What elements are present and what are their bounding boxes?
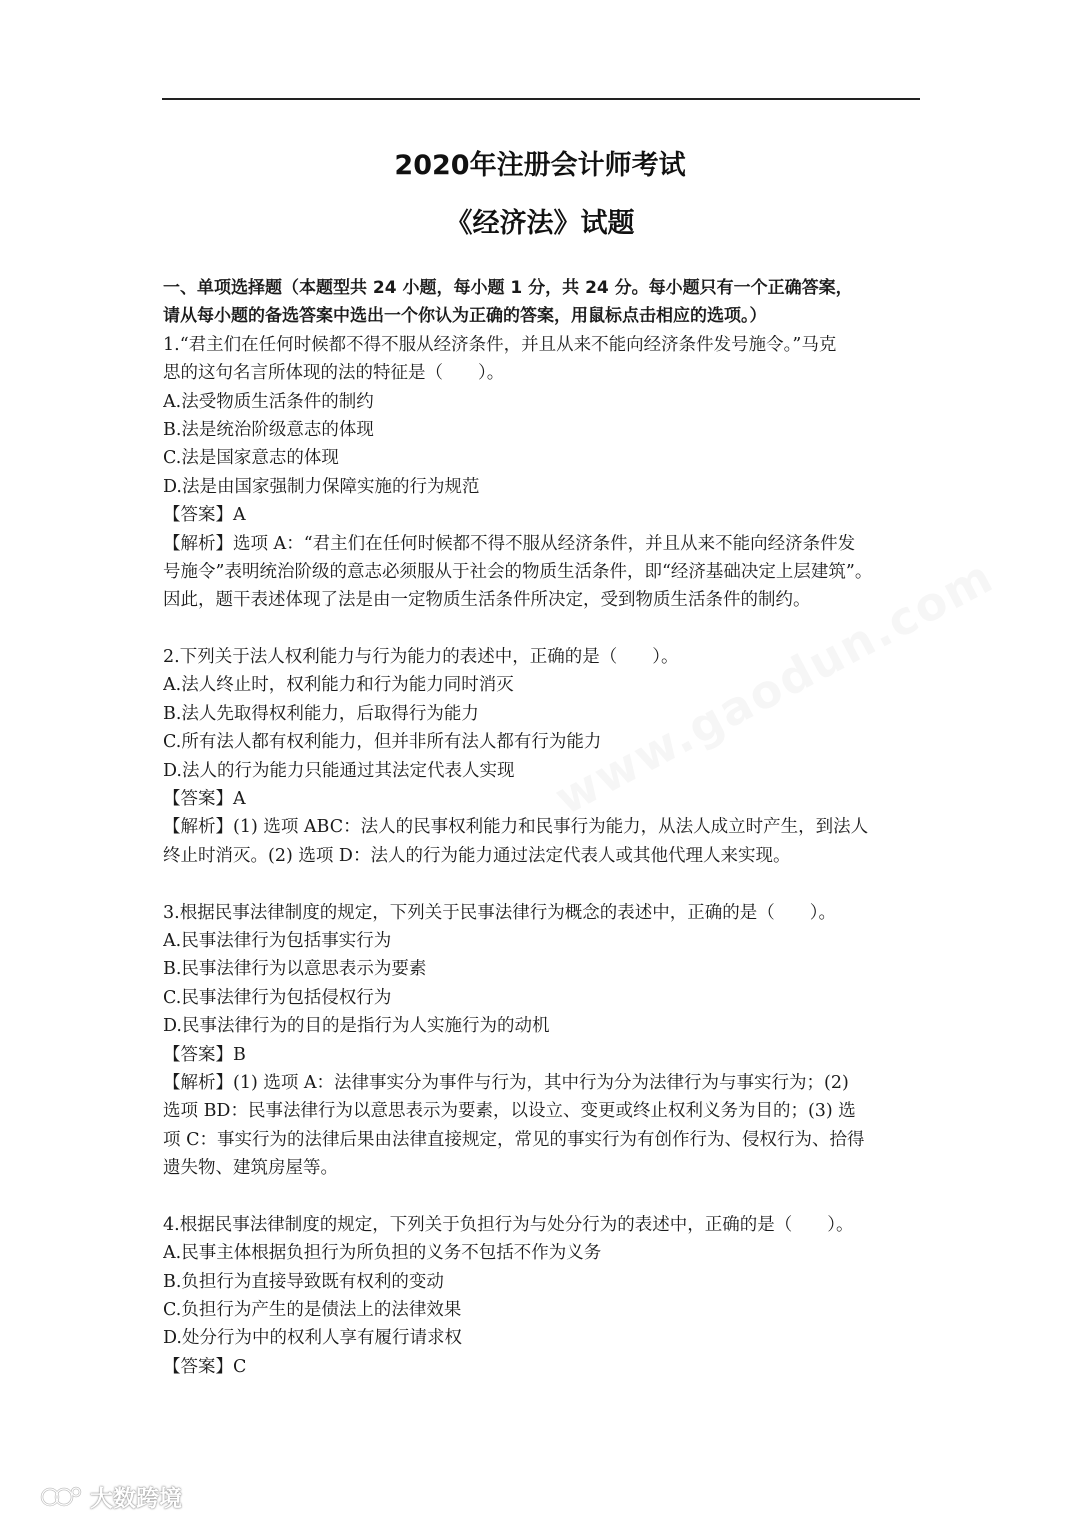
option-d: D.民事法律行为的目的是指行为人实施行为的动机 — [163, 1016, 550, 1037]
analysis-line: 【解析】(1) 选项 ABC：法人的民事权利能力和民事行为能力，从法人成立时产生，到法人 — [163, 817, 869, 838]
option-c: C.法是国家意志的体现 — [163, 448, 339, 469]
analysis-line: 选项 BD：民事法律行为以意思表示为要素，以设立、变更或终止权利义务为目的；(3) 选 — [163, 1101, 856, 1122]
question-stem: 2.下列关于法人权利能力与行为能力的表述中，正确的是（ ）。 — [163, 647, 679, 668]
option-c: C.民事法律行为包括侵权行为 — [163, 987, 392, 1008]
analysis-line: 项 C：事实行为的法律后果由法律直接规定，常见的事实行为有创作行为、侵权行为、拾得 — [163, 1129, 865, 1150]
option-a: A.法人终止时，权利能力和行为能力同时消灭 — [163, 675, 514, 696]
option-d: D.处分行为中的权利人享有履行请求权 — [163, 1328, 462, 1349]
question-1 — [163, 331, 923, 615]
logo — [40, 1480, 182, 1513]
option-b: B.法人先取得权利能力，后取得行为能力 — [163, 703, 479, 724]
analysis-line: 终止时消灭。(2) 选项 D：法人的行为能力通过法定代表人或其他代理人来实现。 — [163, 845, 791, 866]
top-rule — [162, 98, 920, 100]
section-header-line: 请从每小题的备选答案中选出一个你认为正确的答案，用鼠标点击相应的选项。） — [163, 306, 767, 327]
answer: 【答案】A — [163, 789, 246, 810]
question-2 — [163, 643, 923, 870]
document-subtitle: 《经济法》试题 — [445, 208, 635, 239]
question-4 — [163, 1211, 923, 1381]
option-d: D.法是由国家强制力保障实施的行为规范 — [163, 476, 480, 497]
logo-text: 大数跨境 — [90, 1486, 182, 1512]
question-3 — [163, 899, 923, 1183]
analysis-line: 【解析】(1) 选项 A：法律事实分为事件与行为，其中行为分为法律行为与事实行为；(2) — [163, 1072, 849, 1093]
answer: 【答案】C — [163, 1356, 247, 1377]
question-stem: 1.“君主们在任何时候都不得不服从经济条件，并且从来不能向经济条件发号施令。”马克 — [163, 334, 837, 355]
analysis-line: 号施令”表明统治阶级的意志必须服从于社会的物质生活条件，即“经济基础决定上层建筑”。 — [163, 561, 873, 582]
option-b: B.法是统治阶级意志的体现 — [163, 419, 374, 440]
option-c: C.负担行为产生的是债法上的法律效果 — [163, 1300, 462, 1321]
analysis-line: 遗失物、建筑房屋等。 — [163, 1158, 338, 1179]
document-title: 2020年注册会计师考试 — [394, 150, 686, 181]
option-b: B.负担行为直接导致既有权利的变动 — [163, 1271, 444, 1292]
option-a: A.民事法律行为包括事实行为 — [163, 930, 392, 951]
logo-icon — [40, 1484, 84, 1510]
section-header-line: 一、单项选择题（本题型共 24 小题，每小题 1 分，共 24 分。每小题只有一个正确答案， — [163, 278, 853, 298]
analysis-line: 【解析】选项 A：“君主们在任何时候都不得不服从经济条件，并且从来不能向经济条件发 — [163, 533, 856, 554]
section-header — [163, 274, 923, 331]
option-d: D.法人的行为能力只能通过其法定代表人实现 — [163, 760, 515, 781]
answer: 【答案】A — [163, 505, 246, 526]
option-c: C.所有法人都有权利能力，但并非所有法人都有行为能力 — [163, 732, 602, 753]
option-a: A.民事主体根据负担行为所负担的义务不包括不作为义务 — [163, 1243, 602, 1264]
option-a: A.法受物质生活条件的制约 — [163, 391, 374, 412]
analysis-line: 因此，题干表述体现了法是由一定物质生活条件所决定，受到物质生活条件的制约。 — [163, 590, 811, 611]
question-stem: 思的这句名言所体现的法的特征是（ ）。 — [163, 363, 505, 384]
question-content — [163, 274, 923, 1381]
question-stem: 4.根据民事法律制度的规定，下列关于负担行为与处分行为的表述中，正确的是（ ）。 — [163, 1214, 854, 1235]
option-b: B.民事法律行为以意思表示为要素 — [163, 959, 427, 980]
answer: 【答案】B — [163, 1044, 246, 1065]
question-stem: 3.根据民事法律制度的规定，下列关于民事法律行为概念的表述中，正确的是（ ）。 — [163, 902, 836, 923]
